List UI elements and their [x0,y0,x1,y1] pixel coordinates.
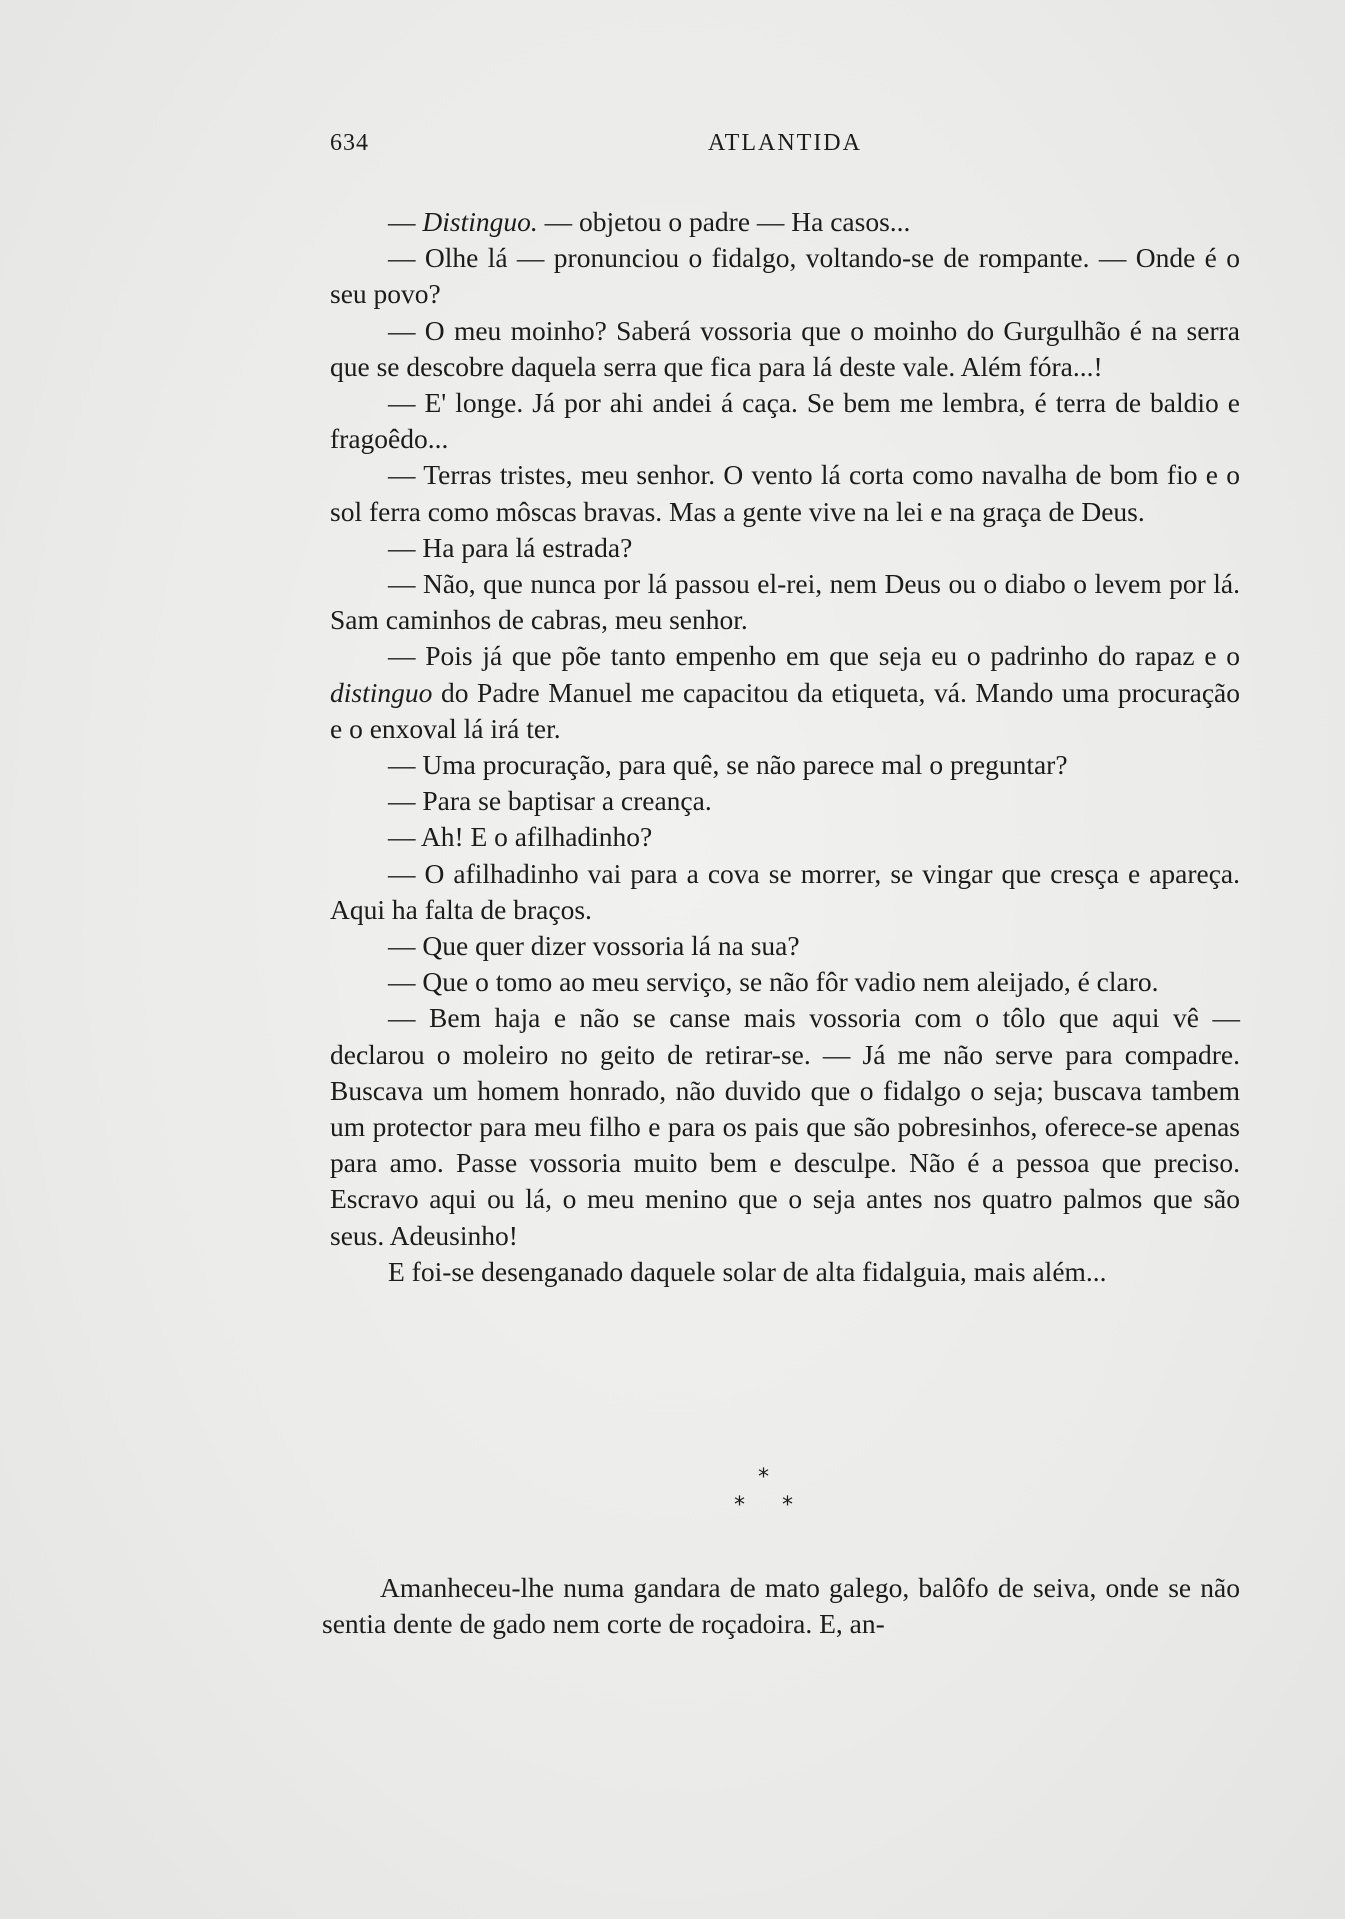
paragraph: — Bem haja e não se canse mais vossoria com o tôlo que aqui vê — declarou o moleiro no geito de retirar-se. — Já me não serve para compadre. Buscava um homem honrado, não duvido que o fidalgo o seja; buscava tambem um protector para meu filho e para os pais que são pobresinhos, oferece-se apenas para amo. Passe vossoria muito bem e desculpe. Não é a pessoa que preciso. Escravo aqui ou lá, o meu menino que o seja antes nos quatro palmos que são seus. Adeusinho! [330,1002,1240,1251]
paragraph: — Para se baptisar a creança. [388,785,712,817]
paragraph: — Ah! E o afilhadinho? [388,821,653,853]
paragraph: — Olhe lá — pronunciou o fidalgo, voltando-se de rompante. — Onde é o seu povo? [330,242,1240,310]
paragraph: — Não, que nunca por lá passou el-rei, nem Deus ou o diabo o levem por lá. Sam caminhos de cabras, meu senhor. [330,568,1240,636]
section-separator [720,1463,810,1525]
paragraph: — O meu moinho? Saberá vossoria que o moinho do Gurgulhão é na serra que se descobre daquela serra que fica para lá deste vale. Além fóra...! [330,314,1240,382]
paragraph: — Uma procuração, para quê, se não parece mal o preguntar? [388,749,1068,781]
paragraph: — Que quer dizer vossoria lá na sua? [388,930,800,962]
paragraph-text: do Padre Manuel me capacitou da etiqueta, vá. Mando uma procuração e o enxoval lá irá ter. [330,676,1240,744]
paragraph: — E' longe. Já por ahi andei á caça. Se bem me lembra, é terra de baldio e fragoêdo... [330,387,1240,455]
paragraph: E foi-se desenganado daquele solar de alta fidalguia, mais além... [388,1255,1107,1287]
separator-star: * [734,1493,745,1518]
running-title: ATLANTIDA [708,130,862,156]
separator-star: * [782,1493,793,1518]
paragraph-text: — objetou o padre — Ha casos... [537,206,911,237]
page-header [330,130,1240,166]
closing-text [322,1570,1240,1642]
paragraph: — Que o tomo ao meu serviço, se não fôr vadio nem aleijado, é claro. [388,966,1159,998]
paragraph-text: — Pois já que põe tanto empenho em que seja eu o padrinho do rapaz e o [388,640,1240,672]
paragraph: — O afilhadinho vai para a cova se morrer, se vingar que cresça e apareça. Aqui ha falta de braços. [330,857,1240,925]
paragraph [330,638,1240,747]
dialogue-dash: — [388,206,423,237]
paragraph [330,204,1240,240]
italic-word: Distinguo. [422,206,538,237]
paragraph: Amanheceu-lhe numa gandara de mato galego, balôfo de seiva, onde se não sentia dente de gado nem corte de roçadoira. E, an- [322,1572,1240,1640]
italic-word: distinguo [330,676,433,708]
separator-star: * [758,1465,769,1490]
body-text [330,204,1240,1290]
page-number: 634 [330,130,369,156]
paragraph: — Ha para lá estrada? [388,531,633,563]
paragraph: — Terras tristes, meu senhor. O vento lá corta como navalha de bom fio e o sol ferra como môscas bravas. Mas a gente vive na lei e na graça de Deus. [330,459,1240,527]
